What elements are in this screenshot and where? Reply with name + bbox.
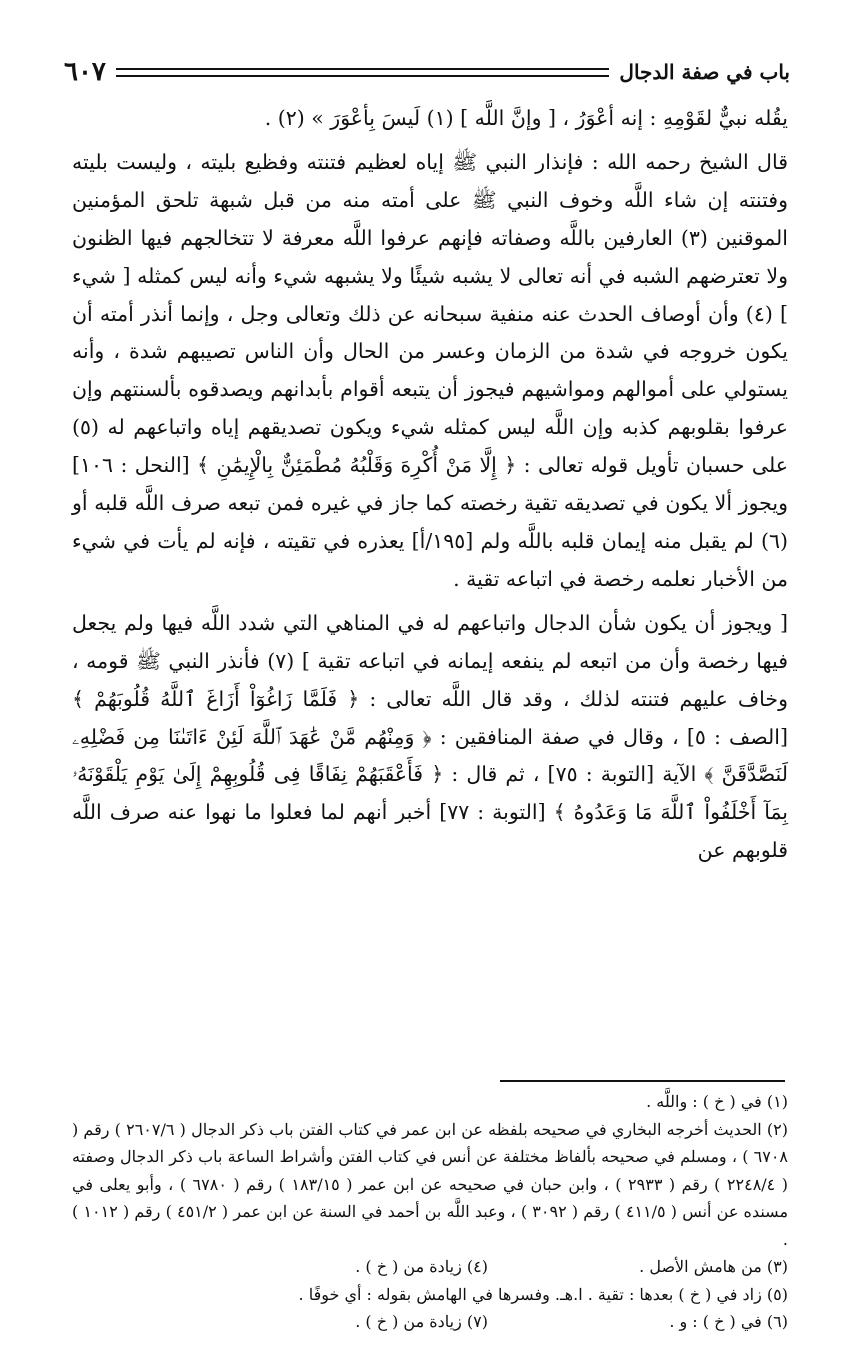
footnote-5: (٥) زاد في ( خ ) بعدها : تقية . ا.هـ. وفسرها في الهامش بقوله : أي خوفًا . xyxy=(298,1284,788,1304)
header-double-rule xyxy=(116,68,610,77)
footnote-row xyxy=(72,1308,788,1336)
footnote-3: (٣) من هامش الأصل . xyxy=(639,1257,788,1276)
main-text xyxy=(72,100,788,870)
footnote-row xyxy=(72,1253,788,1281)
running-header xyxy=(64,52,790,92)
footnote-7: (٧) زيادة من ( خ ) . xyxy=(355,1312,488,1331)
footnote-divider xyxy=(500,1080,785,1082)
paragraph-hadith-end: يقُله نبيٌّ لقَوْمِهِ : إنه أعْوَرُ ، [ وإنَّ اللَّه ] (١) لَيسَ بِأعْوَرَ » (٢) . xyxy=(264,106,788,130)
footnote-2: (٢) الحديث أخرجه البخاري في صحيحه بلفظه عن ابن عمر في كتاب الفتن باب ذكر الدجال ( ٢٦٠٧/٦ ) رقم ( ٦٧٠٨ ) ، ومسلم في صحيحه بألفاظ مختلفة عن أنس في كتاب الفتن وأشراط الساعة باب ذكر الدجال وصفته ( ٢٢٤٨/٤ ) رقم ( ٢٩٣٣ ) ، وابن حبان في صحيحه عن ابن عمر ( ١٨٣/١٥ ) رقم ( ٦٧٨٠ ) ، وأبو يعلى في مسنده عن أنس ( ٤١١/٥ ) رقم ( ٣٠٩٢ ) ، وعبد اللَّه بن أحمد في السنة عن ابن عمر ( ٤٥١/٢ ) رقم ( ١٠١٢ ) . xyxy=(72,1119,789,1249)
footnote-1: (١) في ( خ ) : واللَّه . xyxy=(646,1092,788,1111)
footnotes xyxy=(72,1088,788,1336)
paragraph-commentary: قال الشيخ رحمه الله : فإنذار النبي ﷺ إياه لعظيم فتنته وفظيع بليته ، وليست بليته وفتنته إن شاء اللَّه وخوف النبي ﷺ على أمته منه من قبل شبهة تلحق المؤمنين الموقنين (٣) العارفين باللَّه وصفاته فإنهم عرفوا اللَّه معرفة لا تتخالجهم فيها الظنون ولا تعترضهم الشبه في أنه تعالى لا يشبه شيئًا ولا يشبهه شيء وأنه ليس كمثله [ شيء ] (٤) وأن أوصاف الحدث عنه منفية سبحانه عن ذلك وتعالى وجل ، وإنما أنذر أمته أن يكون خروجه في شدة من الزمان وعسر من الحال وأن الناس تصيبهم شدة ، وأنه يستولي على أموالهم ومواشيهم فيجوز أن يتبعه أقوام بأبدانهم ويصدقوه بألسنتهم وإن عرفوا بقلوبهم كذبه وإن اللَّه ليس كمثله شيء ويكون تصديقهم إياه واتباعهم له (٥) على حسبان تأويل قوله تعالى : ﴿ إِلَّا مَنْ أُكْرِهَ وَقَلْبُهُ مُطْمَئِنٌّ بِالْإِيمَٰنِ ﴾ [النحل : ١٠٦] ويجوز ألا يكون في تصديقه تقية رخصته كما جاز في غيره فمن تبعه صرف اللَّه قلبه أو (٦) لم يقبل منه إيمان قلبه باللَّه ولم [١٩٥/أ] يعذره في تقيته ، فإنه لم يأت في شيء من الأخبار نعلمه رخصة في اتباعه تقية . xyxy=(72,149,788,591)
footnote-6: (٦) في ( خ ) : و . xyxy=(669,1312,788,1331)
page-number: ٦٠٧ xyxy=(64,57,106,87)
paragraph-continuation: [ ويجوز أن يكون شأن الدجال واتباعهم له في المناهي التي شدد اللَّه فيها ولم يجعل فيها رخصة وأن من اتبعه لم ينفعه إيمانه في اتباعه تقية ] (٧) فأنذر النبي ﷺ قومه ، وخاف عليهم فتنته لذلك ، وقد قال اللَّه تعالى : ﴿ فَلَمَّا زَاغُوٓاْ أَزَاغَ ٱللَّهُ قُلُوبَهُمْ ﴾ [الصف : ٥] ، وقال في صفة المنافقين : ﴿ وَمِنْهُم مَّنْ عَٰهَدَ ٱللَّهَ لَئِنْ ءَاتَىٰنَا مِن فَضْلِهِۦ لَنَصَّدَّقَنَّ ﴾ الآية [التوبة : ٧٥] ، ثم قال : ﴿ فَأَعْقَبَهُمْ نِفَاقًا فِى قُلُوبِهِمْ إِلَىٰ يَوْمِ يَلْقَوْنَهُۥ بِمَآ أَخْلَفُواْ ٱللَّهَ مَا وَعَدُوهُ ﴾ [التوبة : ٧٧] أخبر أنهم لما فعلوا ما نهوا عنه صرف اللَّه قلوبهم عن xyxy=(72,610,789,863)
chapter-title: باب في صفة الدجال xyxy=(619,60,790,84)
footnote-4: (٤) زيادة من ( خ ) . xyxy=(355,1257,488,1276)
